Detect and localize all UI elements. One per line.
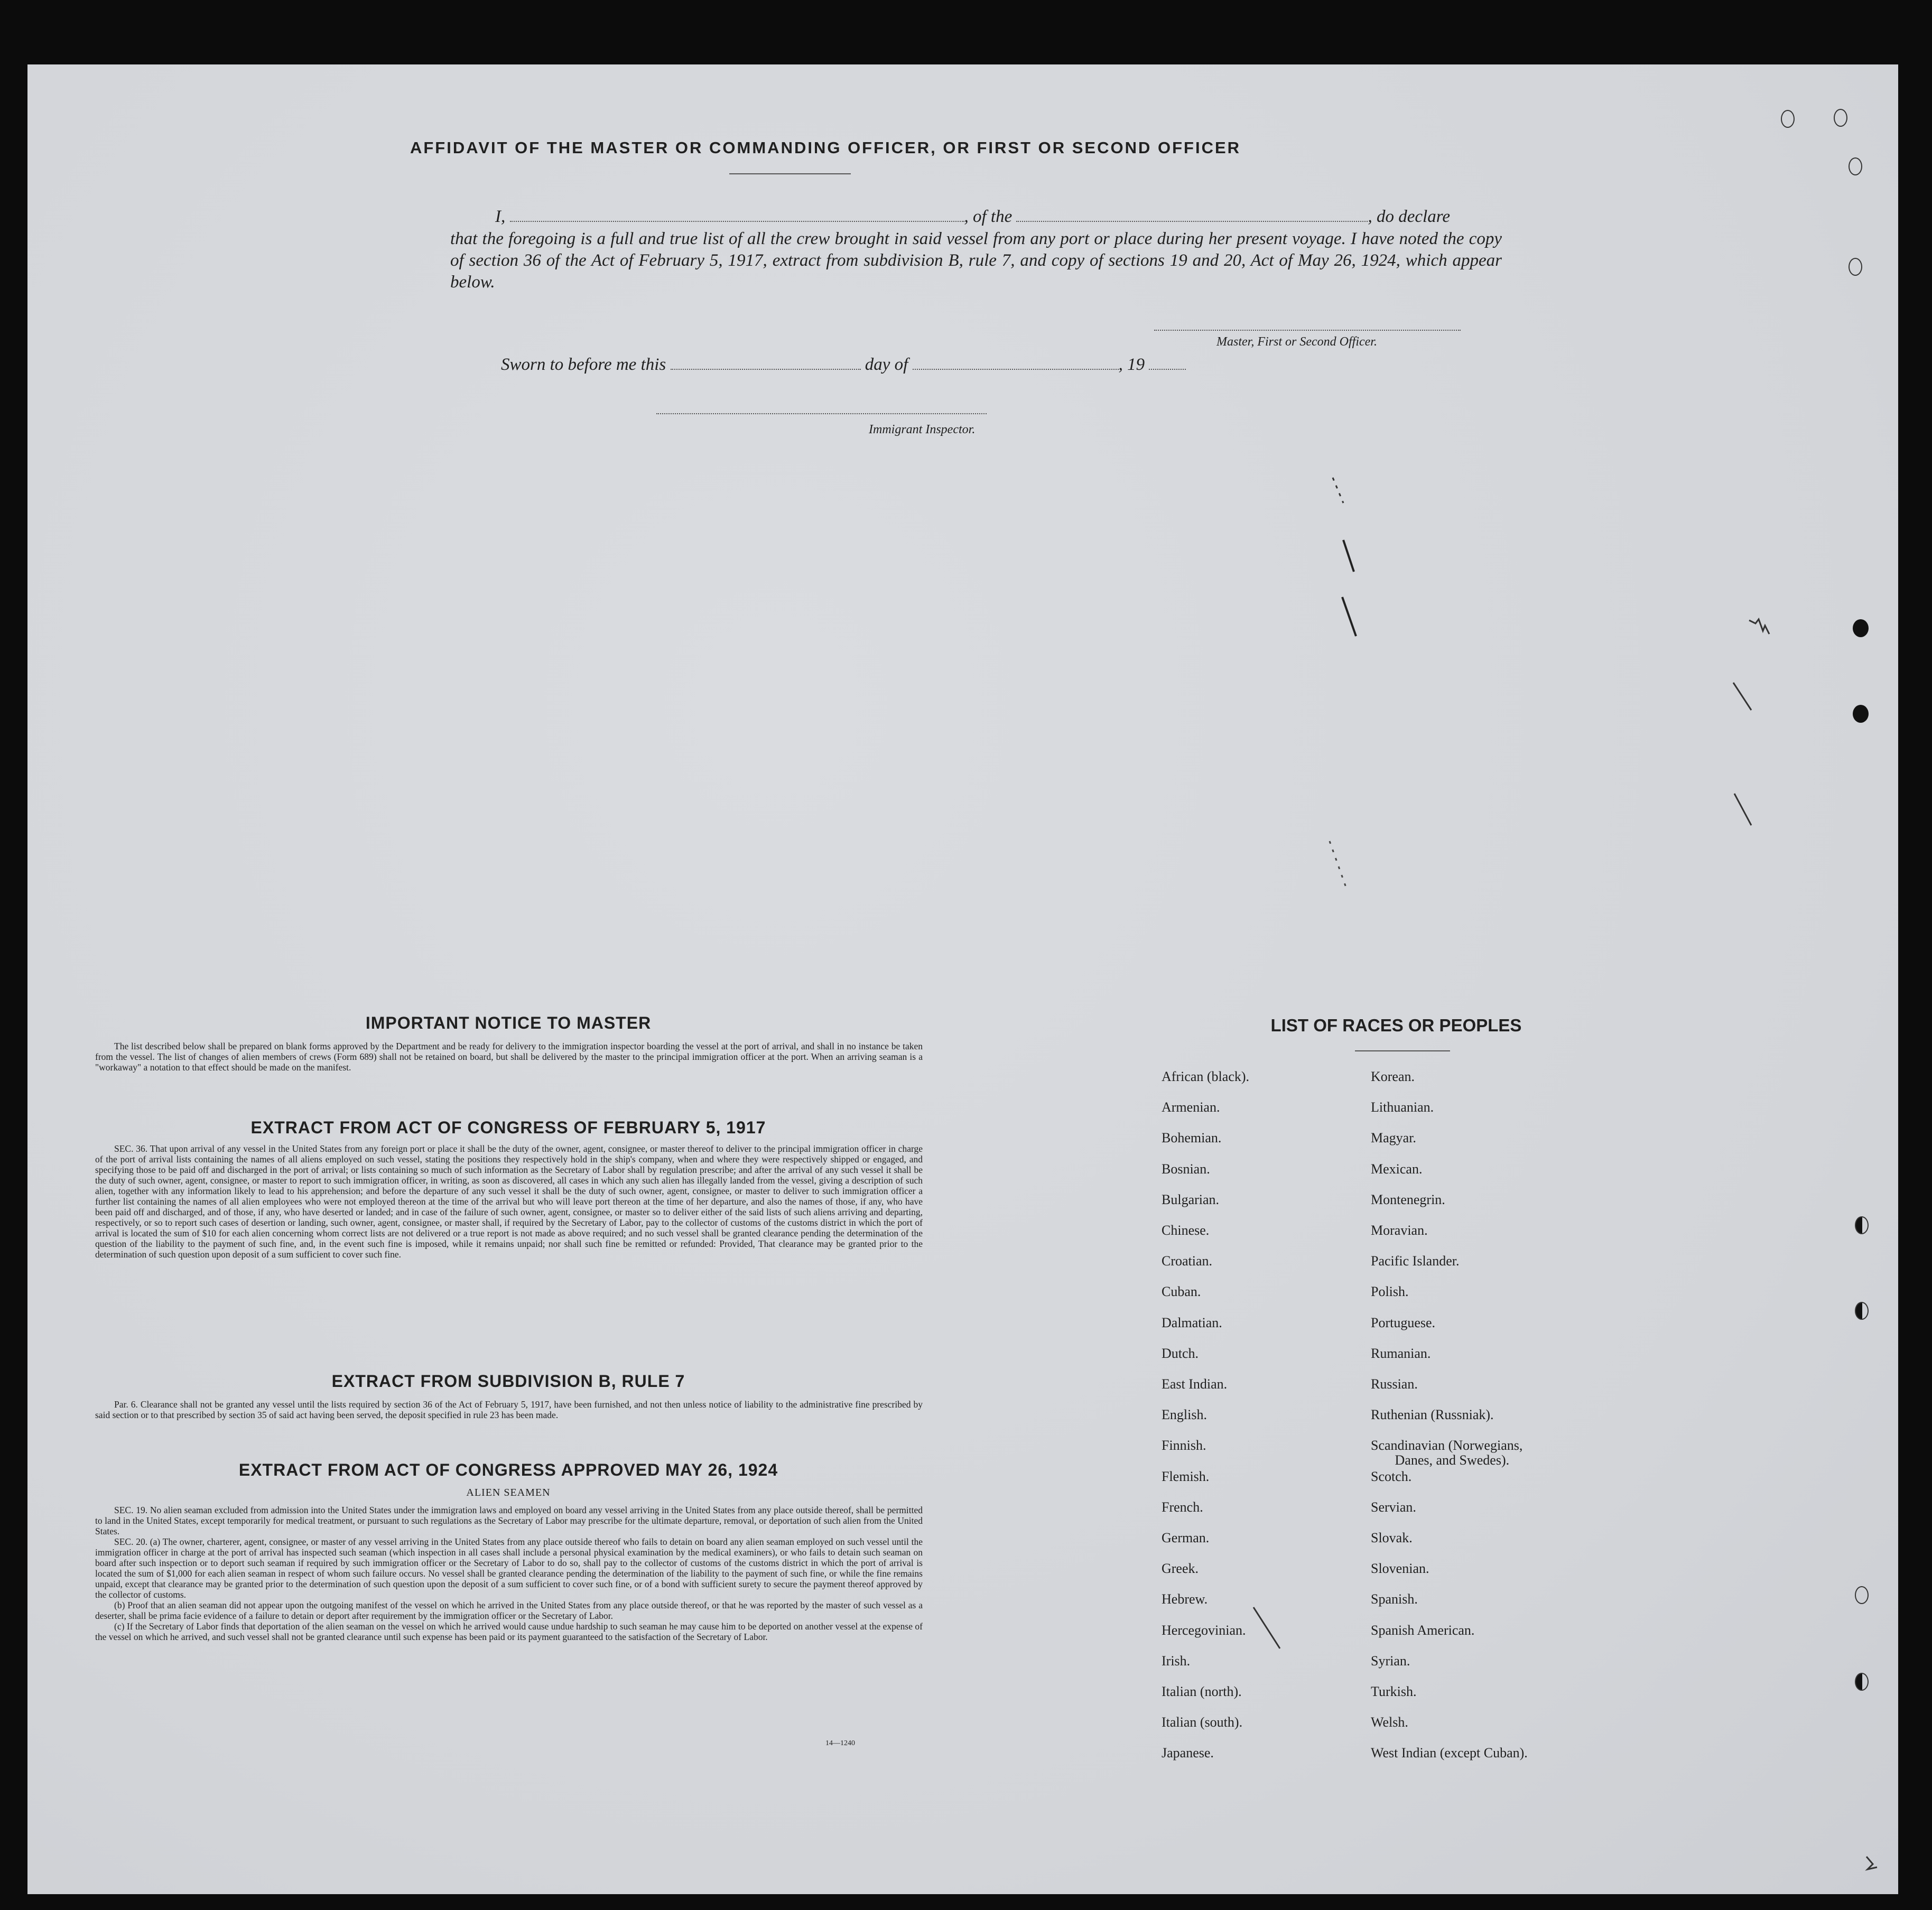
race-item: Syrian. [1371,1653,1410,1669]
race-item: Bulgarian. [1162,1191,1220,1207]
binder-hole [1834,109,1847,127]
act-1924-subtitle: ALIEN SEAMEN [466,1487,551,1498]
race-item: West Indian (except Cuban). [1371,1745,1528,1761]
act-1924-sec20b: (b) Proof that an alien seaman did not appear upon the outgoing manifest of the vessel on which he arrived in the United States from any place outside thereof, or that he was reported by the master of such vessel as a deserter, shall be prima facie evidence of a failure to detain or deport after requirement by the immigration officer or the Secretary of Labor. [95,1600,923,1621]
binder-hole [1849,258,1862,276]
race-item: Bosnian. [1162,1161,1210,1177]
pen-mark [1733,683,1751,710]
binder-hole [1849,157,1862,175]
pen-mark [1343,540,1354,572]
race-item: Ruthenian (Russniak). [1371,1407,1494,1423]
race-item: Cuban. [1162,1284,1201,1300]
race-item: Hercegovinian. [1162,1622,1246,1638]
race-item: Croatian. [1162,1253,1213,1269]
race-item: Italian (north). [1162,1684,1242,1699]
race-item: Japanese. [1162,1745,1214,1761]
decl-i: I, [495,207,506,226]
pen-mark [1342,597,1356,636]
act-1917-title: EXTRACT FROM ACT OF CONGRESS OF FEBRUARY 5, 1917 [250,1118,766,1137]
race-item: Italian (south). [1162,1715,1243,1730]
act-1924-sec20a: SEC. 20. (a) The owner, charterer, agent, consignee, or master of any vessel arriving in the United States from any place outside thereof who fails to detain on board any alien seaman employed on such vessel until the immigration officer in charge at the port of arrival has inspected such seaman (which inspection in all cases shall include a personal physical examination by the medical examiners), or who fails to detain such seaman on board after such inspection or to deport such seaman if required by such immigration officer or the Secretary of Labor to do so, shall pay to the collector of customs of the customs district in which the port of arrival is located the sum of $1,000 for each alien seaman in respect of whom such failure occurs. No vessel shall be granted clearance pending the determination of the liability to the payment of such fine, or while the fine remains unpaid, except that clearance may be granted prior to the determination of such question upon the deposit of a sum sufficient to cover such fine, or of a bond with sufficient surety to secure the payment thereof approved by the collector of customs. [95,1536,923,1600]
race-item: Dutch. [1162,1345,1199,1361]
race-item: Bohemian. [1162,1130,1222,1146]
binder-hole [1853,619,1869,637]
race-item: East Indian. [1162,1376,1228,1392]
pen-mark [1330,841,1346,889]
race-item: Chinese. [1162,1223,1210,1238]
act-1924-sec19: SEC. 19. No alien seaman excluded from admission into the United States under the immigration laws and employed on board any vessel arriving in the United States from any place outside thereof, shall be permitted to land in the United States, except temporarily for medical treatment, or pursuant to such regulations as the Secretary of Labor may prescribe for the ultimate departure, removal, or deportation of such alien from the United States. [95,1505,923,1536]
race-item: English. [1162,1407,1207,1423]
race-item: Flemish. [1162,1468,1210,1484]
race-item: Montenegrin. [1371,1191,1445,1207]
race-item: Polish. [1371,1284,1409,1300]
notice-body: The list described below shall be prepared on blank forms approved by the Department and be ready for delivery to the immigration inspector boarding the vessel at the port of arrival, and shall in no instance be taken from the vessel. The list of changes of alien members of crews (Form 689) shall not be retained on board, but shall be delivered by the master to the principal immigration officer at the port. When an arriving seaman is a "workaway" a notation to that effect should be made on the manifest. [95,1041,923,1073]
race-item: Lithuanian. [1371,1100,1434,1115]
race-item: Rumanian. [1371,1345,1431,1361]
sworn-day-of: day of [865,355,908,374]
race-item: Pacific Islander. [1371,1253,1460,1269]
race-item: Magyar. [1371,1130,1416,1146]
declaration-body: that the foregoing is a full and true list of all the crew brought in said vessel from any port or place during her present voyage. I have noted the copy of section 36 of the Act of February 5, 1917, extract from subdivision B, rule 7, and copy of sections 19 and 20, Act of May 26, 1924, which appear below. [450,229,1502,292]
pen-mark [1253,1607,1280,1648]
decl-of-the: , of the [964,207,1013,226]
pen-mark [1734,794,1751,825]
pen-mark [1866,1857,1877,1869]
race-item: French. [1162,1499,1203,1515]
race-item: German. [1162,1530,1210,1545]
race-item: Turkish. [1371,1684,1417,1699]
race-item: Scandinavian (Norwegians, Danes, and Swedes). [1371,1438,1523,1468]
races-title: LIST OF RACES OR PEOPLES [1270,1015,1522,1035]
affidavit-title: AFFIDAVIT OF THE MASTER OR COMMANDING OFFICER, OR FIRST OR SECOND OFFICER [410,138,1241,157]
act-1924-sec20c: (c) If the Secretary of Labor finds that deportation of the alien seaman on the vessel on which he arrived would cause undue hardship to such seaman he may cause him to be deported on another vessel at the expense of the vessel on which he arrived, and such vessel shall not be granted clearance until such expense has been paid or its payment guaranteed to the satisfaction of the Secretary of Labor. [95,1621,923,1642]
master-label: Master, First or Second Officer. [1216,335,1377,349]
pen-mark [1333,478,1343,503]
binder-hole [1855,1302,1869,1320]
binder-hole [1781,110,1795,128]
notice-title: IMPORTANT NOTICE TO MASTER [365,1013,652,1032]
sworn-year-prefix: , 19 [1118,355,1145,374]
race-item: Finnish. [1162,1438,1206,1454]
race-item: Korean. [1371,1069,1415,1084]
form-number: 14—1240 [825,1739,855,1747]
race-item: Greek. [1162,1561,1199,1577]
binder-hole [1855,1216,1869,1234]
race-item: African (black). [1162,1069,1250,1084]
race-item: Moravian. [1371,1223,1428,1238]
race-item: Hebrew. [1162,1591,1208,1607]
rule-7-body: Par. 6. Clearance shall not be granted any vessel until the lists required by section 36 of the Act of February 5, 1917, have been furnished, and not then unless notice of liability to the administrative fine prescribed by said section or to that prescribed by section 35 of said act having been served, the deposit specified in rule 23 has been made. [95,1399,923,1420]
race-item: Spanish. [1371,1591,1418,1607]
pen-marks [27,64,1898,1894]
race-item: Spanish American. [1371,1622,1475,1638]
race-item: Welsh. [1371,1715,1408,1730]
race-item: Irish. [1162,1653,1191,1669]
act-1924-title: EXTRACT FROM ACT OF CONGRESS APPROVED MAY 26, 1924 [238,1460,778,1479]
race-item: Servian. [1371,1499,1416,1515]
race-item: Russian. [1371,1376,1418,1392]
race-item: Armenian. [1162,1100,1220,1115]
pen-mark [1749,619,1769,634]
binder-hole [1855,1673,1869,1691]
act-1917-body: SEC. 36. That upon arrival of any vessel in the United States from any foreign port or place it shall be the duty of the owner, agent, consignee, or master thereof to deliver to the principal immigration officer in charge of the port of arrival lists containing the names of all aliens employed on such vessel, stating the positions they respectively hold in the ship's company, when and where they were respectively shipped or engaged, and specifying those to be paid off and discharged in the port of arrival; or lists containing so much of such information as the Secretary of Labor shall by regulation prescribe; and after the arrival of any such vessel it shall be the duty of such owner, agent, consignee, or master to report to such immigration officer, in writing, as soon as discovered, all cases in which any such alien has illegally landed from the vessel, giving a description of such alien, together with any information likely to lead to his apprehension; and before the departure of any such vessel it shall be the duty of such owner, agent, consignee, or master to deliver to such immigration officer a further list containing the names of all alien employees who were not employed thereon at the time of the arrival but who will leave port thereon at the time of her departure, and also the names of those, if any, who have been paid off and discharged, and of those, if any, who have deserted or landed; and in case of the failure of such owner, agent, consignee, or master so to deliver either of the said lists of such aliens arriving and departing, respectively, or so to report such cases of desertion or landing, such owner, agent, consignee, or master shall, if required by the Secretary of Labor, pay to the collector of customs of the customs district in which the port of arrival is located the sum of $10 for each alien concerning whom correct lists are not delivered or a true report is not made as above required; and no such vessel shall be granted clearance pending the determination of the question of the liability to the payment of such fine, and, in the event such fine is imposed, while it remains unpaid; nor shall such fine be remitted or refunded: Provided, That clearance may be granted prior to the determination of such question upon deposit of a sum sufficient to cover such fine. [95,1143,923,1260]
rule-7-title: EXTRACT FROM SUBDIVISION B, RULE 7 [331,1372,685,1391]
race-item: Dalmatian. [1162,1315,1222,1330]
inspector-label: Immigrant Inspector. [869,423,976,436]
race-item: Mexican. [1371,1161,1423,1177]
form-sheet [27,64,1898,1894]
decl-do-declare: , do declare [1368,207,1450,226]
race-item: Scotch. [1371,1468,1412,1484]
race-item: Slovenian. [1371,1561,1429,1577]
binder-hole [1855,1586,1869,1604]
race-item: Slovak. [1371,1530,1413,1545]
binder-hole [1853,705,1869,723]
sworn-text: Sworn to before me this [501,355,666,374]
race-item: Portuguese. [1371,1315,1436,1330]
